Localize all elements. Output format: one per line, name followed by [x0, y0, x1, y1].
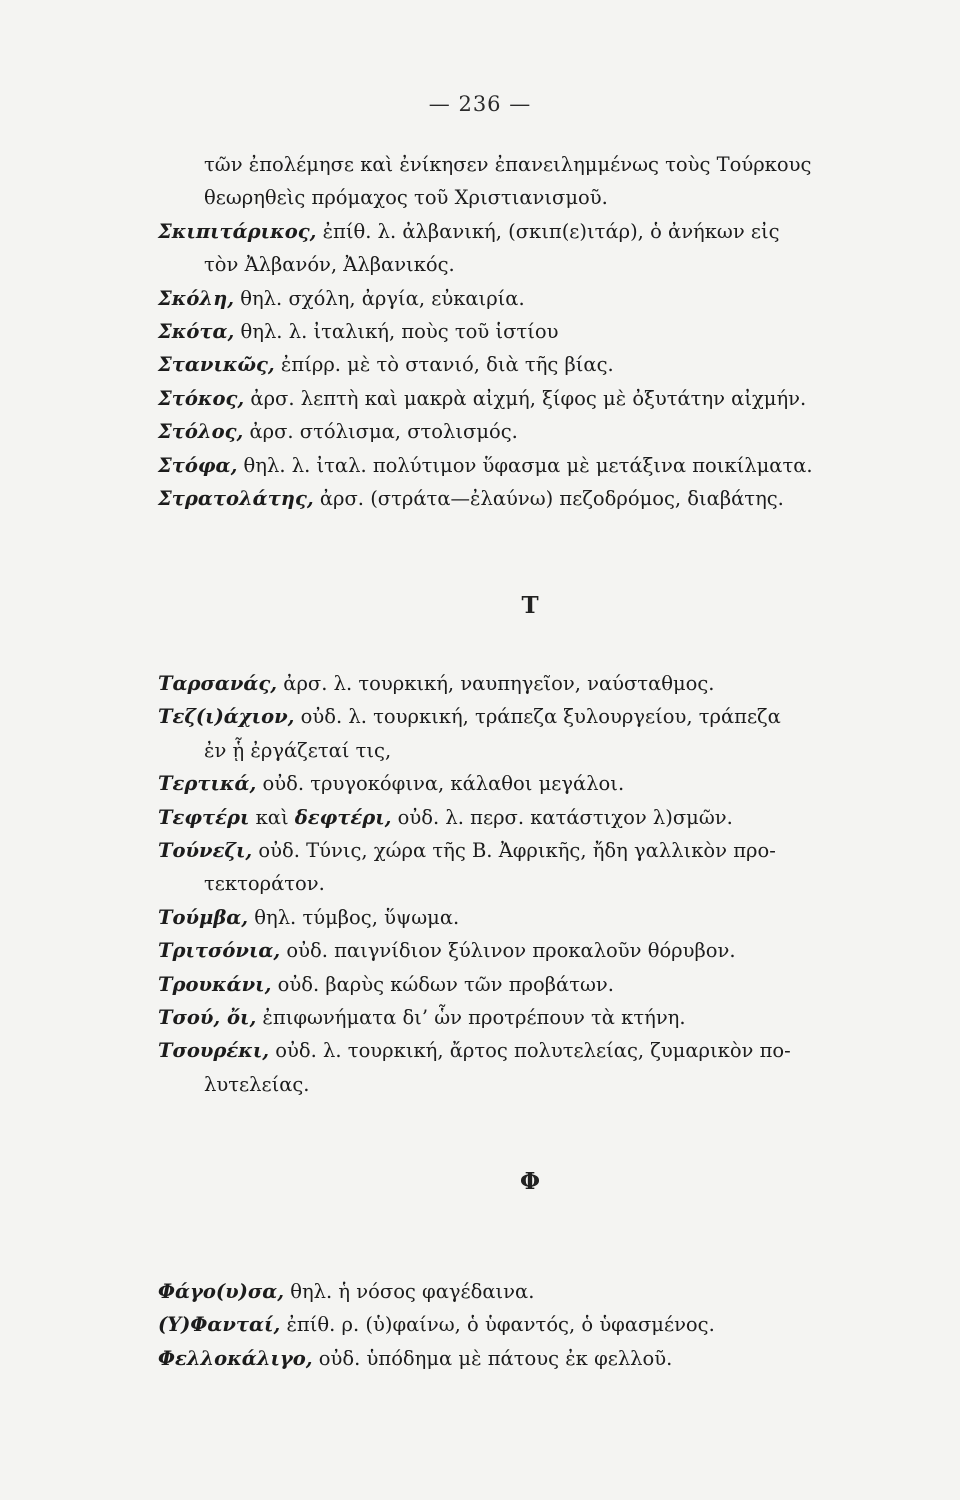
dictionary-entry	[158, 1001, 910, 1034]
entry-continuation	[158, 248, 910, 281]
headword: Σκότα,	[158, 320, 235, 344]
definition: θηλ. λ. ἰταλική, ποὺς τοῦ ἱστίου	[234, 320, 559, 344]
entry-continuation	[158, 148, 910, 181]
dictionary-entry	[158, 215, 910, 248]
headword: Τούνεζι,	[158, 839, 253, 863]
headword: Τσουρέκι,	[158, 1039, 270, 1063]
headword: Ταρσανάς,	[158, 672, 278, 695]
headword: (Υ)Φανταί,	[158, 1313, 281, 1337]
definition: τῶν ἐπολέμησε καὶ ἐνίκησεν ἐπανειλημμένως τοὺς Τούρκους	[204, 153, 812, 176]
definition: ἐπίρρ. μὲ τὸ στανιό, διὰ τῆς βίας.	[274, 353, 614, 377]
entry-continuation	[158, 867, 910, 900]
definition: ἀρσ. λεπτὴ καὶ μακρὰ αἰχμή, ξίφος μὲ ὀξυτάτην αἰχμήν.	[244, 386, 807, 410]
headword: Τούμβα,	[158, 905, 249, 929]
dictionary-entry	[158, 415, 910, 448]
headword: Σκόλη,	[158, 286, 235, 310]
dictionary-entry	[158, 801, 910, 834]
headword: Στρατολάτης,	[158, 487, 314, 511]
section-letter-t: Τ	[521, 592, 539, 619]
dictionary-entry	[158, 1034, 910, 1067]
definition: οὐδ. παιγνίδιον ξύλινον προκαλοῦν θόρυβον.	[280, 939, 736, 963]
section-s-entries	[158, 148, 910, 515]
definition: οὐδ. βαρὺς κώδων τῶν προβάτων.	[271, 972, 614, 996]
dictionary-entry	[158, 700, 910, 733]
headword: Τρουκάνι,	[158, 972, 272, 996]
definition: ἐπιφωνήματα δι’ ὧν προτρέπουν τὰ κτήνη.	[256, 1006, 686, 1030]
dictionary-entry	[158, 667, 910, 700]
definition: ἀρσ. (στράτα—ἐλαύνω) πεζοδρόμος, διαβάτης.	[313, 487, 784, 511]
definition: τὸν Ἀλβανόν, Ἀλβανικός.	[204, 253, 455, 277]
definition: καὶ	[249, 805, 295, 829]
headword: Τσού, ὄι,	[158, 1006, 257, 1030]
headword: Στανικῶς,	[158, 353, 275, 377]
dictionary-entry	[158, 934, 910, 967]
headword: Τεφτέρι	[158, 805, 250, 829]
dictionary-entry	[158, 482, 910, 515]
headword-variant: δεφτέρι,	[294, 805, 392, 829]
headword: Φελλοκάλιγο,	[158, 1346, 313, 1370]
definition: οὐδ. λ. περσ. κατάστιχον λ)σμῶν.	[391, 805, 733, 829]
definition: λυτελείας.	[204, 1072, 310, 1096]
dictionary-entry	[158, 449, 910, 482]
definition: ἀρσ. λ. τουρκική, ναυπηγεῖον, ναύσταθμος.	[277, 672, 715, 695]
dictionary-entry	[158, 282, 910, 315]
headword: Τεζ(ι)άχιον,	[158, 705, 295, 729]
section-f-entries	[158, 1275, 910, 1375]
dictionary-entry	[158, 1308, 910, 1341]
dictionary-entry	[158, 348, 910, 381]
definition: ἐπίθ. ρ. (ὑ)φαίνω, ὁ ὑφαντός, ὁ ὑφασμένος.	[280, 1313, 715, 1337]
definition: θηλ. σχόλη, ἀργία, εὐκαιρία.	[234, 286, 525, 310]
dictionary-entry	[158, 767, 910, 800]
definition: θεωρηθεὶς πρόμαχος τοῦ Χριστιανισμοῦ.	[204, 186, 608, 210]
definition: τεκτοράτον.	[204, 872, 325, 896]
definition: ἐν ᾗ ἐργάζεταί τις,	[204, 738, 392, 762]
entry-continuation	[158, 181, 910, 214]
dictionary-entry	[158, 834, 910, 867]
dictionary-entry	[158, 901, 910, 934]
headword: Σκιπιτάρικος,	[158, 219, 317, 243]
dictionary-entry	[158, 382, 910, 415]
definition: οὐδ. Τύνις, χώρα τῆς Β. Ἀφρικῆς, ἤδη γαλλικὸν προ-	[252, 839, 776, 863]
definition: θηλ. λ. ἰταλ. πολύτιμον ὕφασμα μὲ μετάξινα ποικίλματα.	[237, 453, 813, 477]
dictionary-entry	[158, 968, 910, 1001]
headword: Φάγο(υ)σα,	[158, 1280, 285, 1303]
definition: οὐδ. ὑπόδημα μὲ πάτους ἐκ φελλοῦ.	[312, 1346, 673, 1370]
entry-continuation	[158, 734, 910, 767]
section-t-entries	[158, 667, 910, 1101]
headword: Στόφα,	[158, 453, 238, 477]
definition: οὐδ. λ. τουρκική, ἄρτος πολυτελείας, ζυμαρικὸν πο-	[269, 1039, 791, 1063]
dictionary-entry	[158, 315, 910, 348]
definition: ἐπίθ. λ. ἀλβανική, (σκιπ(ε)ιτάρ), ὁ ἀνήκων εἰς	[316, 219, 780, 243]
dictionary-entry	[158, 1275, 910, 1308]
page-number: — 236 —	[428, 92, 532, 116]
headword: Τερτικά,	[158, 772, 257, 796]
headword: Στόκος,	[158, 386, 245, 410]
dictionary-entry	[158, 1342, 910, 1375]
headword: Στόλος,	[158, 420, 244, 444]
section-letter-f: Φ	[519, 1168, 541, 1195]
definition: οὐδ. τρυγοκόφινα, κάλαθοι μεγάλοι.	[256, 772, 625, 796]
definition: θηλ. τύμβος, ὕψωμα.	[248, 905, 460, 929]
headword: Τριτσόνια,	[158, 939, 281, 963]
definition: θηλ. ἡ νόσος φαγέδαινα.	[284, 1280, 535, 1303]
definition: οὐδ. λ. τουρκική, τράπεζα ξυλουργείου, τράπεζα	[294, 705, 781, 729]
entry-continuation	[158, 1068, 910, 1101]
definition: ἀρσ. στόλισμα, στολισμός.	[243, 420, 518, 444]
